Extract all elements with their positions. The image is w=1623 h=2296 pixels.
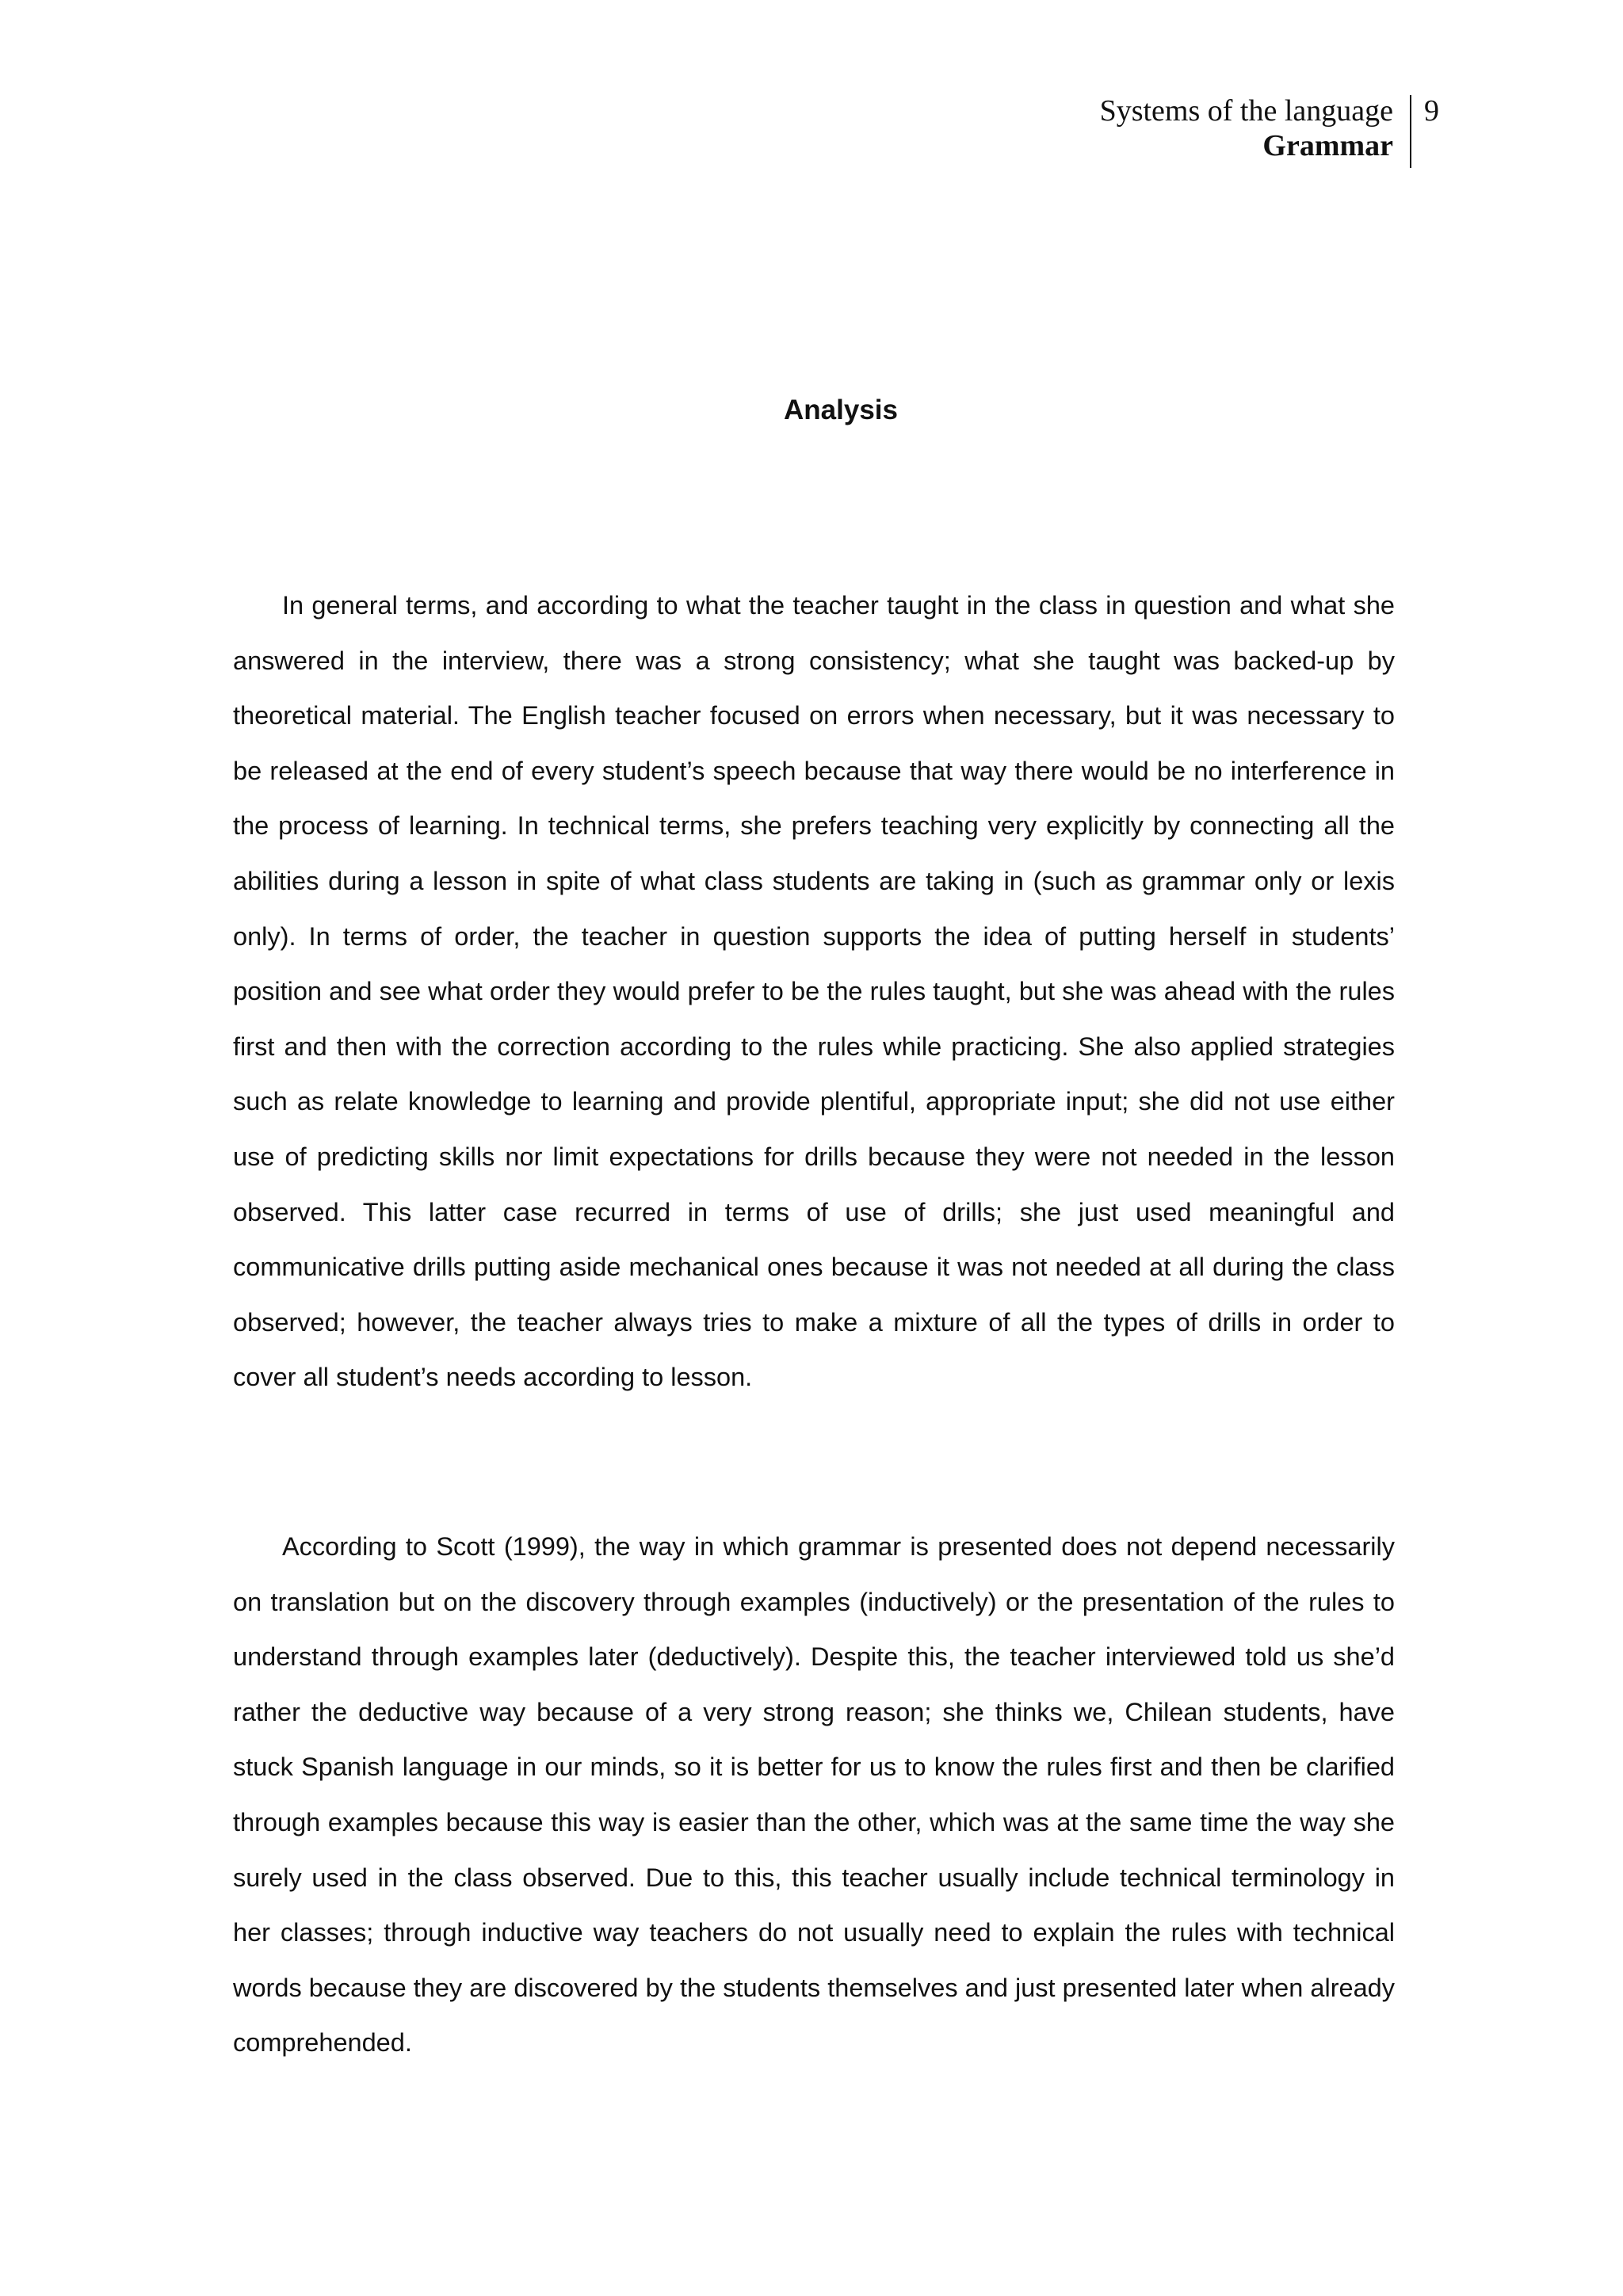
header-subtitle: Grammar bbox=[1262, 129, 1393, 162]
header-divider bbox=[1410, 95, 1411, 168]
section-heading: Analysis bbox=[784, 395, 898, 425]
header-title: Systems of the language bbox=[1099, 94, 1393, 128]
page-number: 9 bbox=[1424, 94, 1439, 128]
body-paragraph: In general terms, and according to what the teacher taught in the class in question and what she answered in the interview, there was a strong consistency; what she taught was backed-up by theoretical material. The English teacher focused on errors when necessary, but it was necessary to be released at the end of every student’s speech because that way there would be no interference in the process of learning. In technical terms, she prefers teaching very explicitly by connecting all the abilities during a lesson in spite of what class students are taking in (such as grammar only or lexis only). In terms of order, the teacher in question supports the idea of putting herself in students’ position and see what order they would prefer to be the rules taught, but she was ahead with the rules first and then with the correction according to the rules while practicing. She also applied strategies such as relate knowledge to learning and provide plentiful, appropriate input; she did not use either use of predicting skills nor limit expectations for drills because they were not needed in the lesson observed. This latter case recurred in terms of use of drills; she just used meaningful and communicative drills putting aside mechanical ones because it was not needed at all during the class observed; however, the teacher always tries to make a mixture of all the types of drills in order to cover all student’s needs according to lesson. bbox=[233, 591, 1395, 1392]
running-header bbox=[1100, 93, 1393, 163]
body-paragraph: According to Scott (1999), the way in which grammar is presented does not depend necessarily on translation but on the discovery through examples (inductively) or the presentation of the rules to understand through examples later (deductively). Despite this, the teacher interviewed told us she’d rather the deductive way because of a very strong reason; she thinks we, Chilean students, have stuck Spanish language in our minds, so it is better for us to know the rules first and then be clarified through examples because this way is easier than the other, which was at the same time the way she surely used in the class observed. Due to this, this teacher usually include technical terminology in her classes; through inductive way teachers do not usually need to explain the rules with technical words because they are discovered by the students themselves and just presented later when already comprehended. bbox=[233, 1532, 1395, 2058]
